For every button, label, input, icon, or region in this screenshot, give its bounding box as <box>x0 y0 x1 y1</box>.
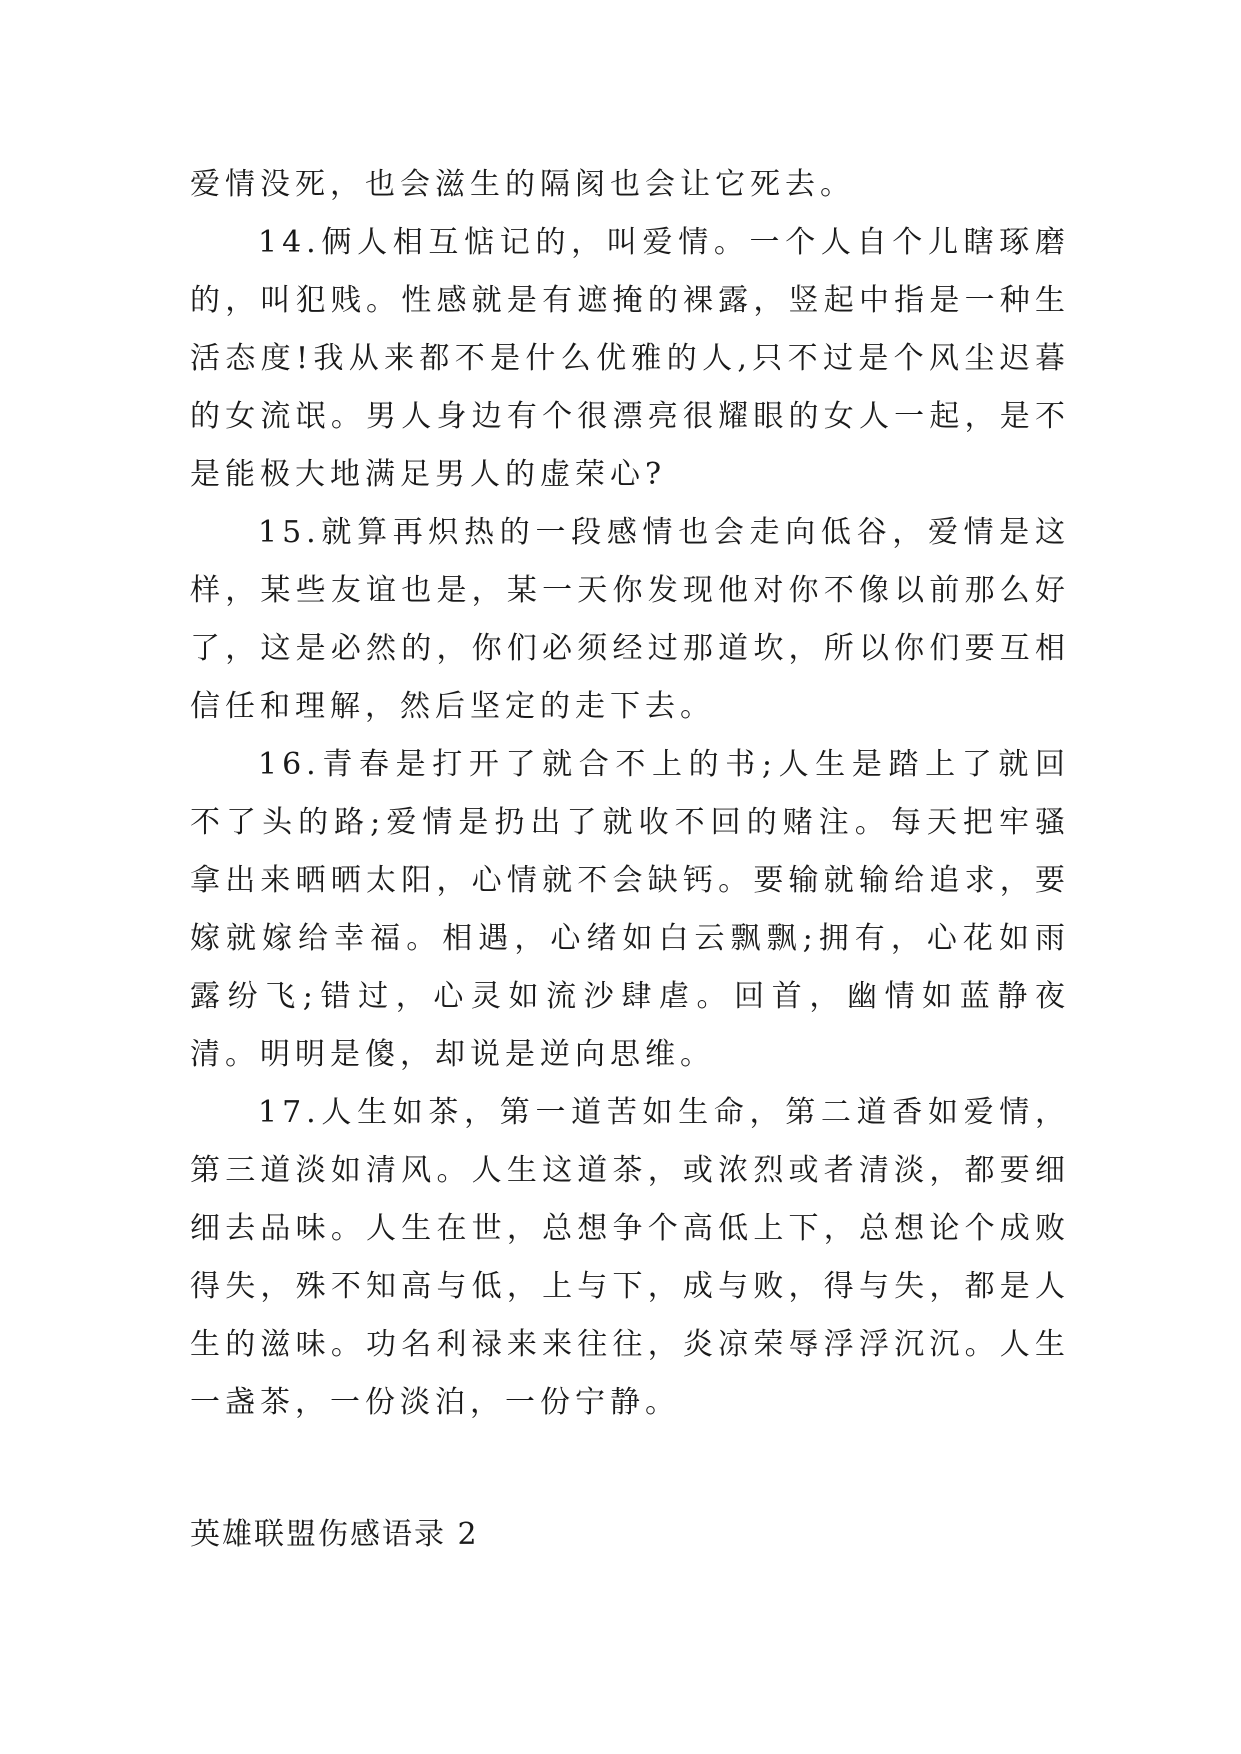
document-body <box>190 156 1070 1564</box>
paragraph-item-16: 16.青春是打开了就合不上的书;人生是踏上了就回不了头的路;爱情是扔出了就收不回的赌注。每天把牢骚拿出来晒晒太阳，心情就不会缺钙。要输就输给追求，要嫁就嫁给幸福。相遇，心绪如白云飘飘;拥有，心花如雨露纷飞;错过，心灵如流沙肆虐。回首，幽情如蓝静夜清。明明是傻，却说是逆向思维。 <box>190 747 1070 1072</box>
paragraph-item-14: 14.俩人相互惦记的，叫爱情。一个人自个儿瞎琢磨的，叫犯贱。性感就是有遮掩的裸露，竖起中指是一种生活态度!我从来都不是什么优雅的人,只不过是个风尘迟暮的女流氓。男人身边有个很漂亮很耀眼的女人一起，是不是能极大地满足男人的虚荣心? <box>190 225 1070 492</box>
paragraph-item-15: 15.就算再炽热的一段感情也会走向低谷，爱情是这样，某些友谊也是，某一天你发现他对你不像以前那么好了，这是必然的，你们必须经过那道坎，所以你们要互相信任和理解，然后坚定的走下去。 <box>190 515 1070 724</box>
paragraph-continuation: 爱情没死，也会滋生的隔阂也会让它死去。 <box>190 167 855 202</box>
section-heading: 英雄联盟伤感语录 2 <box>190 1517 479 1552</box>
paragraph-item-17: 17.人生如茶，第一道苦如生命，第二道香如爱情，第三道淡如清风。人生这道茶，或浓烈或者清淡，都要细细去品味。人生在世，总想争个高低上下，总想论个成败得失，殊不知高与低，上与下，成与败，得与失，都是人生的滋味。功名利禄来来往往，炎凉荣辱浮浮沉沉。人生一盏茶，一份淡泊，一份宁静。 <box>190 1095 1070 1420</box>
